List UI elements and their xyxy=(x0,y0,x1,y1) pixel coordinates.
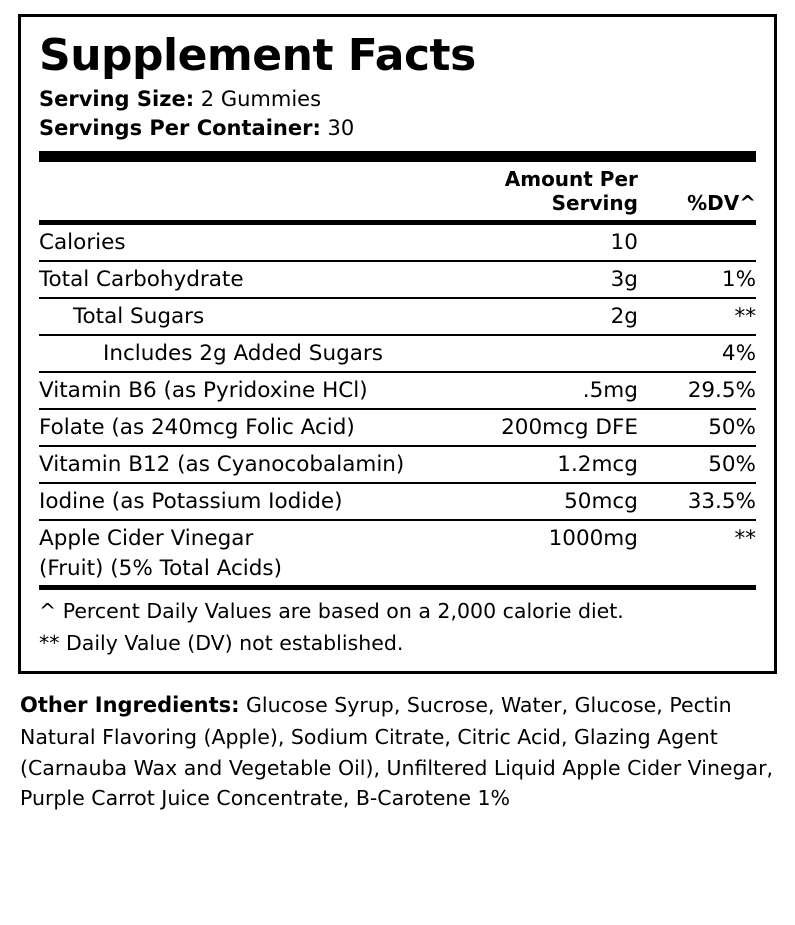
row-dv xyxy=(642,225,756,261)
row-name: Vitamin B6 (as Pyridoxine HCl) xyxy=(39,372,431,409)
row-amount: 1000mg xyxy=(431,520,642,556)
servings-per-container-label: Servings Per Container: xyxy=(39,115,321,140)
table-row xyxy=(39,225,756,261)
table-row xyxy=(39,261,756,298)
row-name: Includes 2g Added Sugars xyxy=(39,335,431,372)
serving-size-label: Serving Size: xyxy=(39,87,195,112)
row-dv: 4% xyxy=(642,335,756,372)
row-name: Calories xyxy=(39,229,126,255)
header-blank xyxy=(39,162,431,220)
nutrient-table xyxy=(39,162,756,220)
header-percent-dv: %DV^ xyxy=(687,190,756,215)
table-row xyxy=(39,335,756,372)
servings-per-container-line xyxy=(39,114,756,142)
footnotes xyxy=(39,590,756,660)
row-name: Folate (as 240mcg Folic Acid) xyxy=(39,409,431,446)
row-name: Total Sugars xyxy=(39,298,431,335)
table-row xyxy=(39,446,756,483)
row-name: (Fruit) (5% Total Acids) xyxy=(39,555,283,581)
footnote-daily-values: ^ Percent Daily Values are based on a 2,000 calorie diet. xyxy=(39,598,624,623)
table-header-row xyxy=(39,162,756,220)
row-amount: 200mcg DFE xyxy=(431,409,642,446)
row-name: Apple Cider Vinegar xyxy=(39,520,431,556)
row-dv: 33.5% xyxy=(642,483,756,520)
serving-size-line xyxy=(39,85,756,113)
row-amount xyxy=(431,335,642,372)
other-ingredients-text: Glucose Syrup, Sucrose, Water, Glucose, Pectin Natural Flavoring (Apple), Sodium Citrate, Citric Acid, Glazing Agent (Carnauba Wax and Vegetable Oil), Unfiltered Liquid Apple Cider Vinegar, Purple Carrot Juice Concentrate, B-Carotene 1% xyxy=(20,693,774,811)
table-row xyxy=(39,372,756,409)
footnote-dv-not-established: ** Daily Value (DV) not established. xyxy=(39,630,404,655)
row-dv: ** xyxy=(642,298,756,335)
row-dv: 50% xyxy=(642,409,756,446)
other-ingredients xyxy=(18,690,777,814)
nutrient-rows-table xyxy=(39,225,756,585)
other-ingredients-label: Other Ingredients: xyxy=(20,693,240,718)
servings-per-container-value: 30 xyxy=(327,115,355,140)
row-amount: 10 xyxy=(610,229,638,255)
header-amount-per-serving: Amount Per Serving xyxy=(504,166,638,215)
supplement-facts-panel xyxy=(18,14,777,674)
table-row xyxy=(39,556,756,585)
divider-thick-top xyxy=(39,151,756,162)
table-row xyxy=(39,298,756,335)
row-amount: 1.2mcg xyxy=(431,446,642,483)
row-amount xyxy=(431,556,642,585)
row-dv: 29.5% xyxy=(642,372,756,409)
table-row xyxy=(39,483,756,520)
row-name: Vitamin B12 (as Cyanocobalamin) xyxy=(39,446,431,483)
row-name: Total Carbohydrate xyxy=(39,261,431,298)
row-amount: 50mcg xyxy=(431,483,642,520)
table-row xyxy=(39,409,756,446)
panel-title: Supplement Facts xyxy=(39,30,476,81)
row-amount: 2g xyxy=(431,298,642,335)
table-row xyxy=(39,520,756,556)
row-dv: 50% xyxy=(642,446,756,483)
row-dv: ** xyxy=(642,520,756,556)
row-amount: .5mg xyxy=(431,372,642,409)
row-amount: 3g xyxy=(431,261,642,298)
serving-size-value: 2 Gummies xyxy=(200,87,322,112)
row-dv: 1% xyxy=(642,261,756,298)
row-name: Iodine (as Potassium Iodide) xyxy=(39,483,431,520)
row-dv xyxy=(642,556,756,585)
